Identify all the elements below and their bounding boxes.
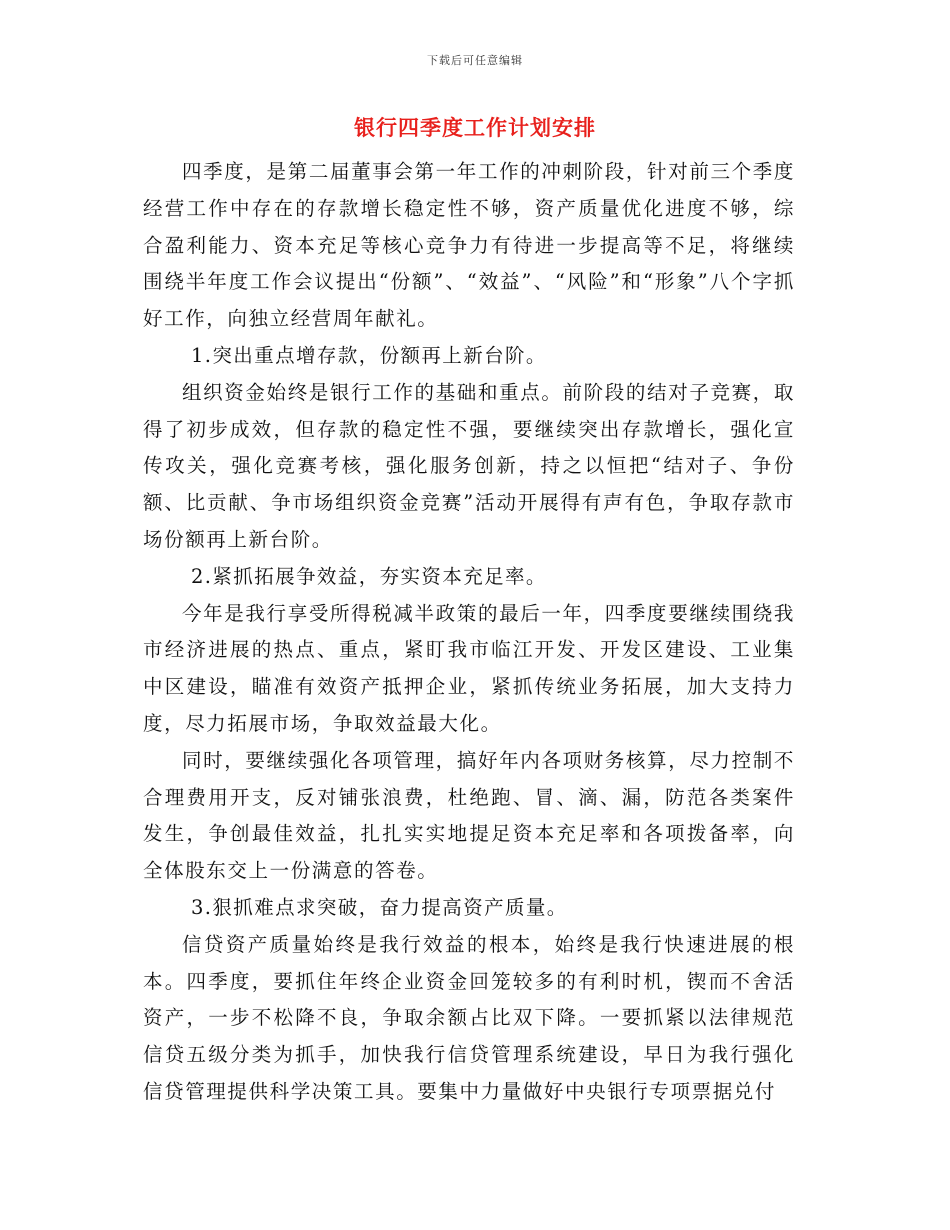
section-1-paragraph: 组织资金始终是银行工作的基础和重点。前阶段的结对子竞赛，取得了初步成效，但存款的稳定性不强，要继续突出存款增长，强化宣传攻关，强化竞赛考核，强化服务创新，持之以恒把“结对子、争份额、比贡献、争市场组织资金竞赛”活动开展得有声有色，争取存款市场份额再上新台阶。 bbox=[143, 380, 795, 551]
intro-paragraph: 四季度，是第二届董事会第一年工作的冲刺阶段，针对前三个季度经营工作中存在的存款增长稳定性不够，资产质量优化进度不够，综合盈利能力、资本充足等核心竞争力有待进一步提高等不足，将继续围绕半年度工作会议提出“份额”、“效益”、“风险”和“形象”八个字抓好工作，向独立经营周年献礼。 bbox=[143, 160, 795, 331]
section-heading-2: 2.紧抓拓展争效益，夯实资本充足率。 bbox=[191, 564, 547, 588]
section-2-paragraph-1: 今年是我行享受所得税减半政策的最后一年，四季度要继续围绕我市经济进展的热点、重点，紧盯我市临江开发、开发区建设、工业集中区建设，瞄准有效资产抵押企业，紧抓传统业务拓展，加大支持力度，尽力拓展市场，争取效益最大化。 bbox=[143, 601, 795, 735]
header-note: 下载后可任意编辑 bbox=[427, 54, 523, 67]
section-3-paragraph: 信贷资产质量始终是我行效益的根本，始终是我行快速进展的根本。四季度，要抓住年终企业资金回笼较多的有利时机，锲而不舍活资产，一步不松降不良，争取余额占比双下降。一要抓紧以法律规范信贷五级分类为抓手，加快我行信贷管理系统建设，早日为我行强化信贷管理提供科学决策工具。要集中力量做好中央银行专项票据兑付 bbox=[143, 932, 795, 1103]
section-heading-3: 3.狠抓难点求突破，奋力提高资产质量。 bbox=[191, 895, 568, 919]
section-2-paragraph-2: 同时，要继续强化各项管理，搞好年内各项财务核算，尽力控制不合理费用开支，反对铺张浪费，杜绝跑、冒、滴、漏，防范各类案件发生，争创最佳效益，扎扎实实地提足资本充足率和各项拨备率，向全体股东交上一份满意的答卷。 bbox=[143, 748, 795, 883]
document-body bbox=[143, 154, 795, 1111]
section-heading-1: 1.突出重点增存款，份额再上新台阶。 bbox=[191, 343, 547, 367]
document-title: 银行四季度工作计划安排 bbox=[354, 115, 596, 140]
